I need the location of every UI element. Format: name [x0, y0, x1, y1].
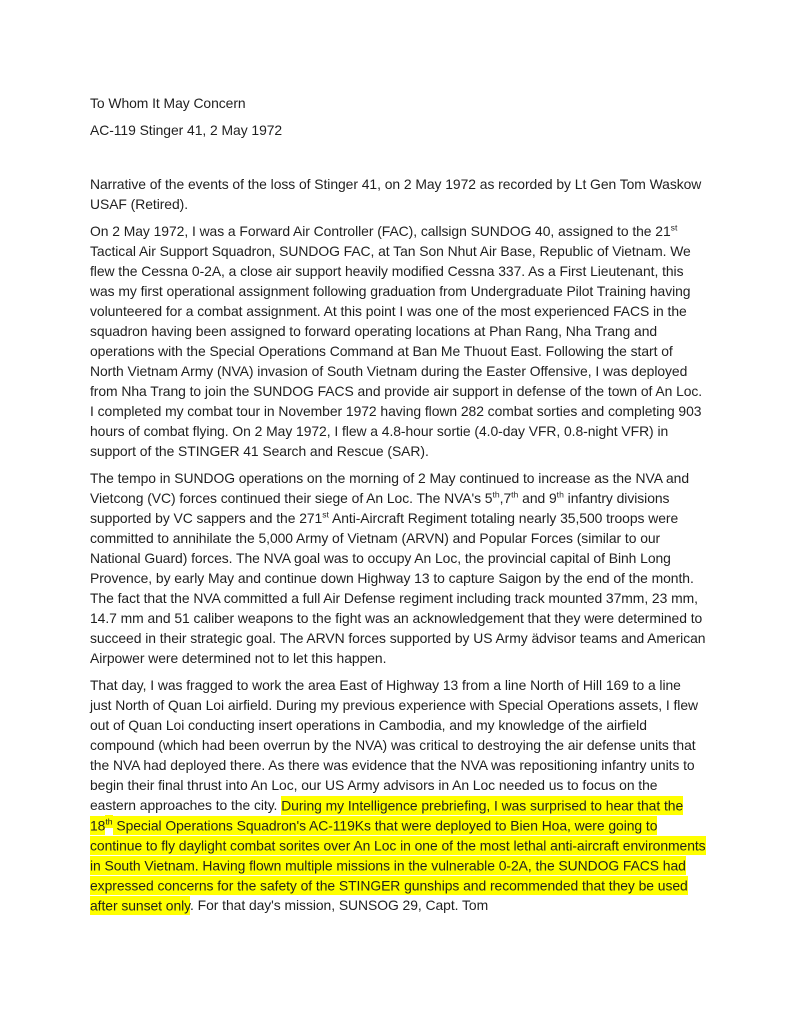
paragraph: [90, 468, 706, 668]
body-text: st: [670, 222, 678, 233]
highlighted-text: th: [105, 816, 113, 827]
salutation-line: To Whom It May Concern: [90, 95, 246, 111]
body-text: infantry divisions supported by VC sappers and the 271: [90, 490, 670, 526]
highlighted-text: Special Operations Squadron's AC-119Ks that were deployed to Bien Hoa, were going to continue to fly daylight combat sorites over An Loc in one of the most lethal anti-aircraft environments in South Vietnam. Having flown multiple missions in the vulnerable 0-2A, the SUNDOG FACS had expressed concerns for the safety of the STINGER gunships and recommended that they be used after sunset only: [90, 817, 706, 913]
body-text: That day, I was fragged to work the area East of Highway 13 from a line North of Hill 169 to a line just North of Quan Loi airfield. During my previous experience with Special Operations assets, I flew out of Quan Loi conducting insert operations in Cambodia, and my knowledge of the airfield compound (which had been overrun by the NVA) was critical to destroying the air defense units that the NVA had deployed there. As there was evidence that the NVA was repositioning infantry units to begin their final thrust into An Loc, our US Army advisors in An Loc needed us to focus on the eastern approaches to the city.: [90, 677, 698, 813]
body-text: The tempo in SUNDOG operations on the morning of 2 May continued to increase as the NVA and Vietcong (VC) forces continued their siege of An Loc. The NVA's 5: [90, 470, 689, 506]
body-text: th: [492, 489, 500, 500]
body-text: ,7: [499, 490, 512, 506]
body-text: th: [556, 489, 564, 500]
body-text: th: [511, 489, 519, 500]
paragraph: [90, 675, 706, 915]
body-text: st: [322, 509, 329, 520]
body-text: and 9: [518, 490, 557, 506]
highlighted-text: During my Intelligence prebriefing, I was surprised to hear that the 18: [90, 797, 684, 833]
paragraphs-container: [90, 174, 706, 915]
body-text: Narrative of the events of the loss of Stinger 41, on 2 May 1972 as recorded by Lt Gen Tom Waskow USAF (Retired).: [90, 176, 702, 212]
document-body: [90, 93, 706, 915]
paragraph: [90, 221, 706, 461]
blank-line-spacer: [90, 147, 706, 174]
paragraph: [90, 174, 706, 214]
subject-line: AC-119 Stinger 41, 2 May 1972: [90, 122, 283, 138]
body-text: On 2 May 1972, I was a Forward Air Controller (FAC), callsign SUNDOG 40, assigned to the 21: [90, 223, 671, 239]
body-text: Anti-Aircraft Regiment totaling nearly 35,500 troops were committed to annihilate the 5,000 Army of Vietnam (ARVN) and Popular Forces (similar to our National Guard) forces. The NVA goal was to occupy An Loc, the provincial capital of Binh Long Provence, by early May and continue down Highway 13 to capture Saigon by the end of the month. The fact that the NVA committed a full Air Defense regiment including track mounted 37mm, 23 mm, 14.7 mm and 51 caliber weapons to the fight was an acknowledgement that they were determined to succeed in their strategic goal. The ARVN forces supported by US Army ädvisor teams and American Airpower were determined not to let this happen.: [90, 510, 706, 666]
body-text: . For that day's mission, SUNSOG 29, Capt. Tom: [190, 897, 489, 913]
body-text: Tactical Air Support Squadron, SUNDOG FAC, at Tan Son Nhut Air Base, Republic of Vietnam. We flew the Cessna 0-2A, a close air support heavily modified Cessna 337. As a First Lieutenant, this was my first operational assignment following graduation from Undergraduate Pilot Training having volunteered for a combat assignment. At this point I was one of the most experienced FACS in the squadron having been assigned to forward operating locations at Phan Rang, Nha Trang and operations with the Special Operations Command at Ban Me Thuout East. Following the start of North Vietnam Army (NVA) invasion of South Vietnam during the Easter Offensive, I was deployed from Nha Trang to join the SUNDOG FACS and provide air support in defense of the town of An Loc. I completed my combat tour in November 1972 having flown 282 combat sorties and completing 903 hours of combat flying. On 2 May 1972, I flew a 4.8-hour sortie (4.0-day VFR, 0.8-night VFR) in support of the STINGER 41 Search and Rescue (SAR).: [90, 243, 703, 459]
